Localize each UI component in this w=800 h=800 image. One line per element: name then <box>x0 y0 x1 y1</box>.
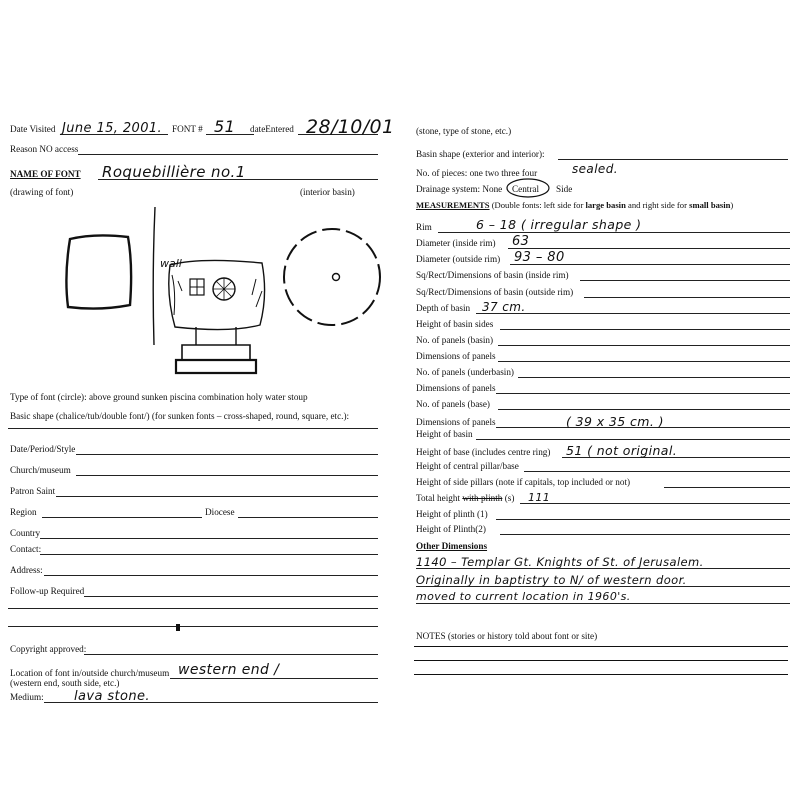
patron-label: Patron Saint <box>10 486 56 496</box>
reason-row <box>10 140 380 156</box>
font-number-value: 51 <box>214 117 236 136</box>
total-height-row <box>416 489 791 505</box>
drainage-central: Central <box>512 184 540 194</box>
font-number-label: FONT # <box>172 124 203 134</box>
followup-label: Follow-up Required <box>10 586 85 596</box>
panels-basin-label: No. of panels (basin) <box>416 335 494 345</box>
date-visited-row <box>10 116 395 138</box>
stone-row <box>416 122 786 138</box>
location-label: Location of font in/outside church/museum <box>10 668 170 678</box>
height-plinth1-row <box>416 505 791 521</box>
medium-value: lava stone. <box>74 689 150 704</box>
height-basin-row <box>416 425 791 441</box>
total-height-value: 111 <box>528 491 551 504</box>
notes-line-1 <box>414 646 788 647</box>
contact-row <box>10 540 380 556</box>
patron-row <box>10 482 380 498</box>
sketch-wall-label: wall <box>160 257 182 270</box>
other-line-2-text: Originally in baptistry to N/ of western door. <box>416 573 687 587</box>
height-plinth2-row <box>416 520 791 536</box>
date-entered-value: 28/10/01 <box>306 116 395 138</box>
dia-in-row <box>416 234 791 250</box>
sketch-base <box>182 345 250 360</box>
copyright-row <box>10 640 380 656</box>
name-label: NAME OF FONT <box>10 169 81 179</box>
sq-in-label: Sq/Rect/Dimensions of basin (inside rim) <box>416 270 569 280</box>
dim-panels-3-value: ( 39 x 35 cm. ) <box>566 414 664 429</box>
panels-base-row <box>416 395 791 411</box>
dia-out-row <box>416 250 791 266</box>
height-plinth2-label: Height of Plinth(2) <box>416 524 486 534</box>
country-row <box>10 524 380 540</box>
pieces-row <box>416 164 791 180</box>
stone-label: (stone, type of stone, etc.) <box>416 126 512 136</box>
church-label: Church/museum <box>10 465 71 475</box>
church-row <box>10 461 380 477</box>
dia-out-value: 93 – 80 <box>514 250 565 265</box>
right-form-column <box>400 0 800 800</box>
dim-panels-2-label: Dimensions of panels <box>416 383 496 393</box>
sq-out-row <box>416 283 791 299</box>
height-sides-label: Height of basin sides <box>416 319 494 329</box>
type-row <box>10 388 390 404</box>
copyright-label: Copyright approved: <box>10 644 87 654</box>
rim-row <box>416 216 791 234</box>
sketch-plinth <box>176 360 256 373</box>
medium-row <box>10 686 380 704</box>
followup-row <box>10 582 380 598</box>
measurements-row: MEASUREMENTS (Double fonts: left side for large basin and right side for small basin) <box>416 200 734 210</box>
sketch-square-basin <box>66 235 131 308</box>
name-value: Roquebillière no.1 <box>102 163 246 181</box>
panels-base-label: No. of panels (base) <box>416 399 490 409</box>
contact-label: Contact: <box>10 544 42 554</box>
other-line-3-text: moved to current location in 1960's. <box>416 590 631 603</box>
notes-label: NOTES (stories or history told about font or site) <box>416 631 598 641</box>
other-line-2 <box>416 570 791 588</box>
rim-value: 6 – 18 ( irregular shape ) <box>476 217 642 232</box>
panels-basin-row <box>416 331 791 347</box>
date-entered-label: dateEntered <box>250 124 294 134</box>
measurements-label: MEASUREMENTS <box>416 200 490 210</box>
dia-out-label: Diameter (outside rim) <box>416 254 501 264</box>
basic-shape-row <box>10 407 390 423</box>
region-label: Region <box>10 507 37 517</box>
panels-under-label: No. of panels (underbasin) <box>416 367 514 377</box>
ink-mark <box>176 624 180 631</box>
dim-panels-1-row <box>416 347 791 363</box>
height-pillar-label: Height of central pillar/base <box>416 461 519 471</box>
type-label: Type of font (circle): above ground sunken piscina combination holy water stoup <box>10 392 308 402</box>
basic-shape-label: Basic shape (chalice/tub/double font/) (for sunken fonts – cross-shaped, round, square, etc.): <box>10 411 350 421</box>
dia-in-value: 63 <box>512 234 530 249</box>
drainage-note: sealed. <box>572 162 618 176</box>
country-label: Country <box>10 528 41 538</box>
dim-panels-3-label: Dimensions of panels <box>416 417 496 427</box>
date-period-label: Date/Period/Style <box>10 444 76 454</box>
sq-in-row <box>416 266 791 282</box>
date-visited-label: Date Visited <box>10 124 56 134</box>
height-sides-row <box>416 315 791 331</box>
height-side-label: Height of side pillars (note if capitals, top included or not) <box>416 477 631 487</box>
reason-label: Reason NO access <box>10 144 79 154</box>
height-plinth1-label: Height of plinth (1) <box>416 509 488 519</box>
medium-label: Medium: <box>10 692 44 702</box>
location-sub-label: (western end, south side, etc.) <box>10 678 120 688</box>
dim-panels-2-row <box>416 379 791 395</box>
date-period-row <box>10 440 380 456</box>
other-dims-label: Other Dimensions <box>416 541 488 551</box>
interior-basin-label: (interior basin) <box>300 187 355 197</box>
other-dims-row <box>416 537 791 553</box>
location-value: western end / <box>178 662 280 678</box>
drainage-side: Side <box>556 184 573 194</box>
notes-line-2 <box>414 660 788 661</box>
drawing-label: (drawing of font) <box>10 187 74 197</box>
other-line-1-text: 1140 – Templar Gt. Knights of St. of Jerusalem. <box>416 555 704 569</box>
name-row <box>10 163 380 181</box>
font-sketch <box>0 195 400 385</box>
height-pillar-row <box>416 457 791 473</box>
region-row <box>10 503 380 519</box>
height-basin-label: Height of basin <box>416 429 473 439</box>
height-base-value: 51 ( not original. <box>566 443 678 458</box>
pieces-label: No. of pieces: one two three four <box>416 168 538 178</box>
other-line-3 <box>416 587 791 605</box>
dia-in-label: Diameter (inside rim) <box>416 238 496 248</box>
notes-row <box>416 627 791 643</box>
date-visited-value: June 15, 2001. <box>62 121 163 136</box>
diocese-label: Diocese <box>205 507 235 517</box>
sketch-divider <box>153 207 155 345</box>
total-height-label: Total height with plinth (s) <box>416 493 515 503</box>
address-label: Address: <box>10 565 43 575</box>
depth-value: 37 cm. <box>482 300 526 314</box>
basin-shape-label: Basin shape (exterior and interior): <box>416 149 545 159</box>
sq-out-label: Sq/Rect/Dimensions of basin (outside rim) <box>416 287 574 297</box>
dim-panels-1-label: Dimensions of panels <box>416 351 496 361</box>
drainage-label: Drainage system: None <box>416 184 503 194</box>
address-row <box>10 561 380 577</box>
sketch-drain-hole <box>333 274 340 281</box>
sketch-font-body <box>169 260 265 329</box>
depth-row <box>416 299 791 315</box>
other-line-1 <box>416 552 791 570</box>
height-base-label: Height of base (includes centre ring) <box>416 447 551 457</box>
basin-shape-row <box>416 145 791 161</box>
depth-label: Depth of basin <box>416 303 471 313</box>
rim-label: Rim <box>416 222 432 232</box>
panels-under-row <box>416 363 791 379</box>
notes-line-3 <box>414 674 788 675</box>
height-side-row <box>416 473 791 489</box>
drainage-row <box>416 180 791 196</box>
